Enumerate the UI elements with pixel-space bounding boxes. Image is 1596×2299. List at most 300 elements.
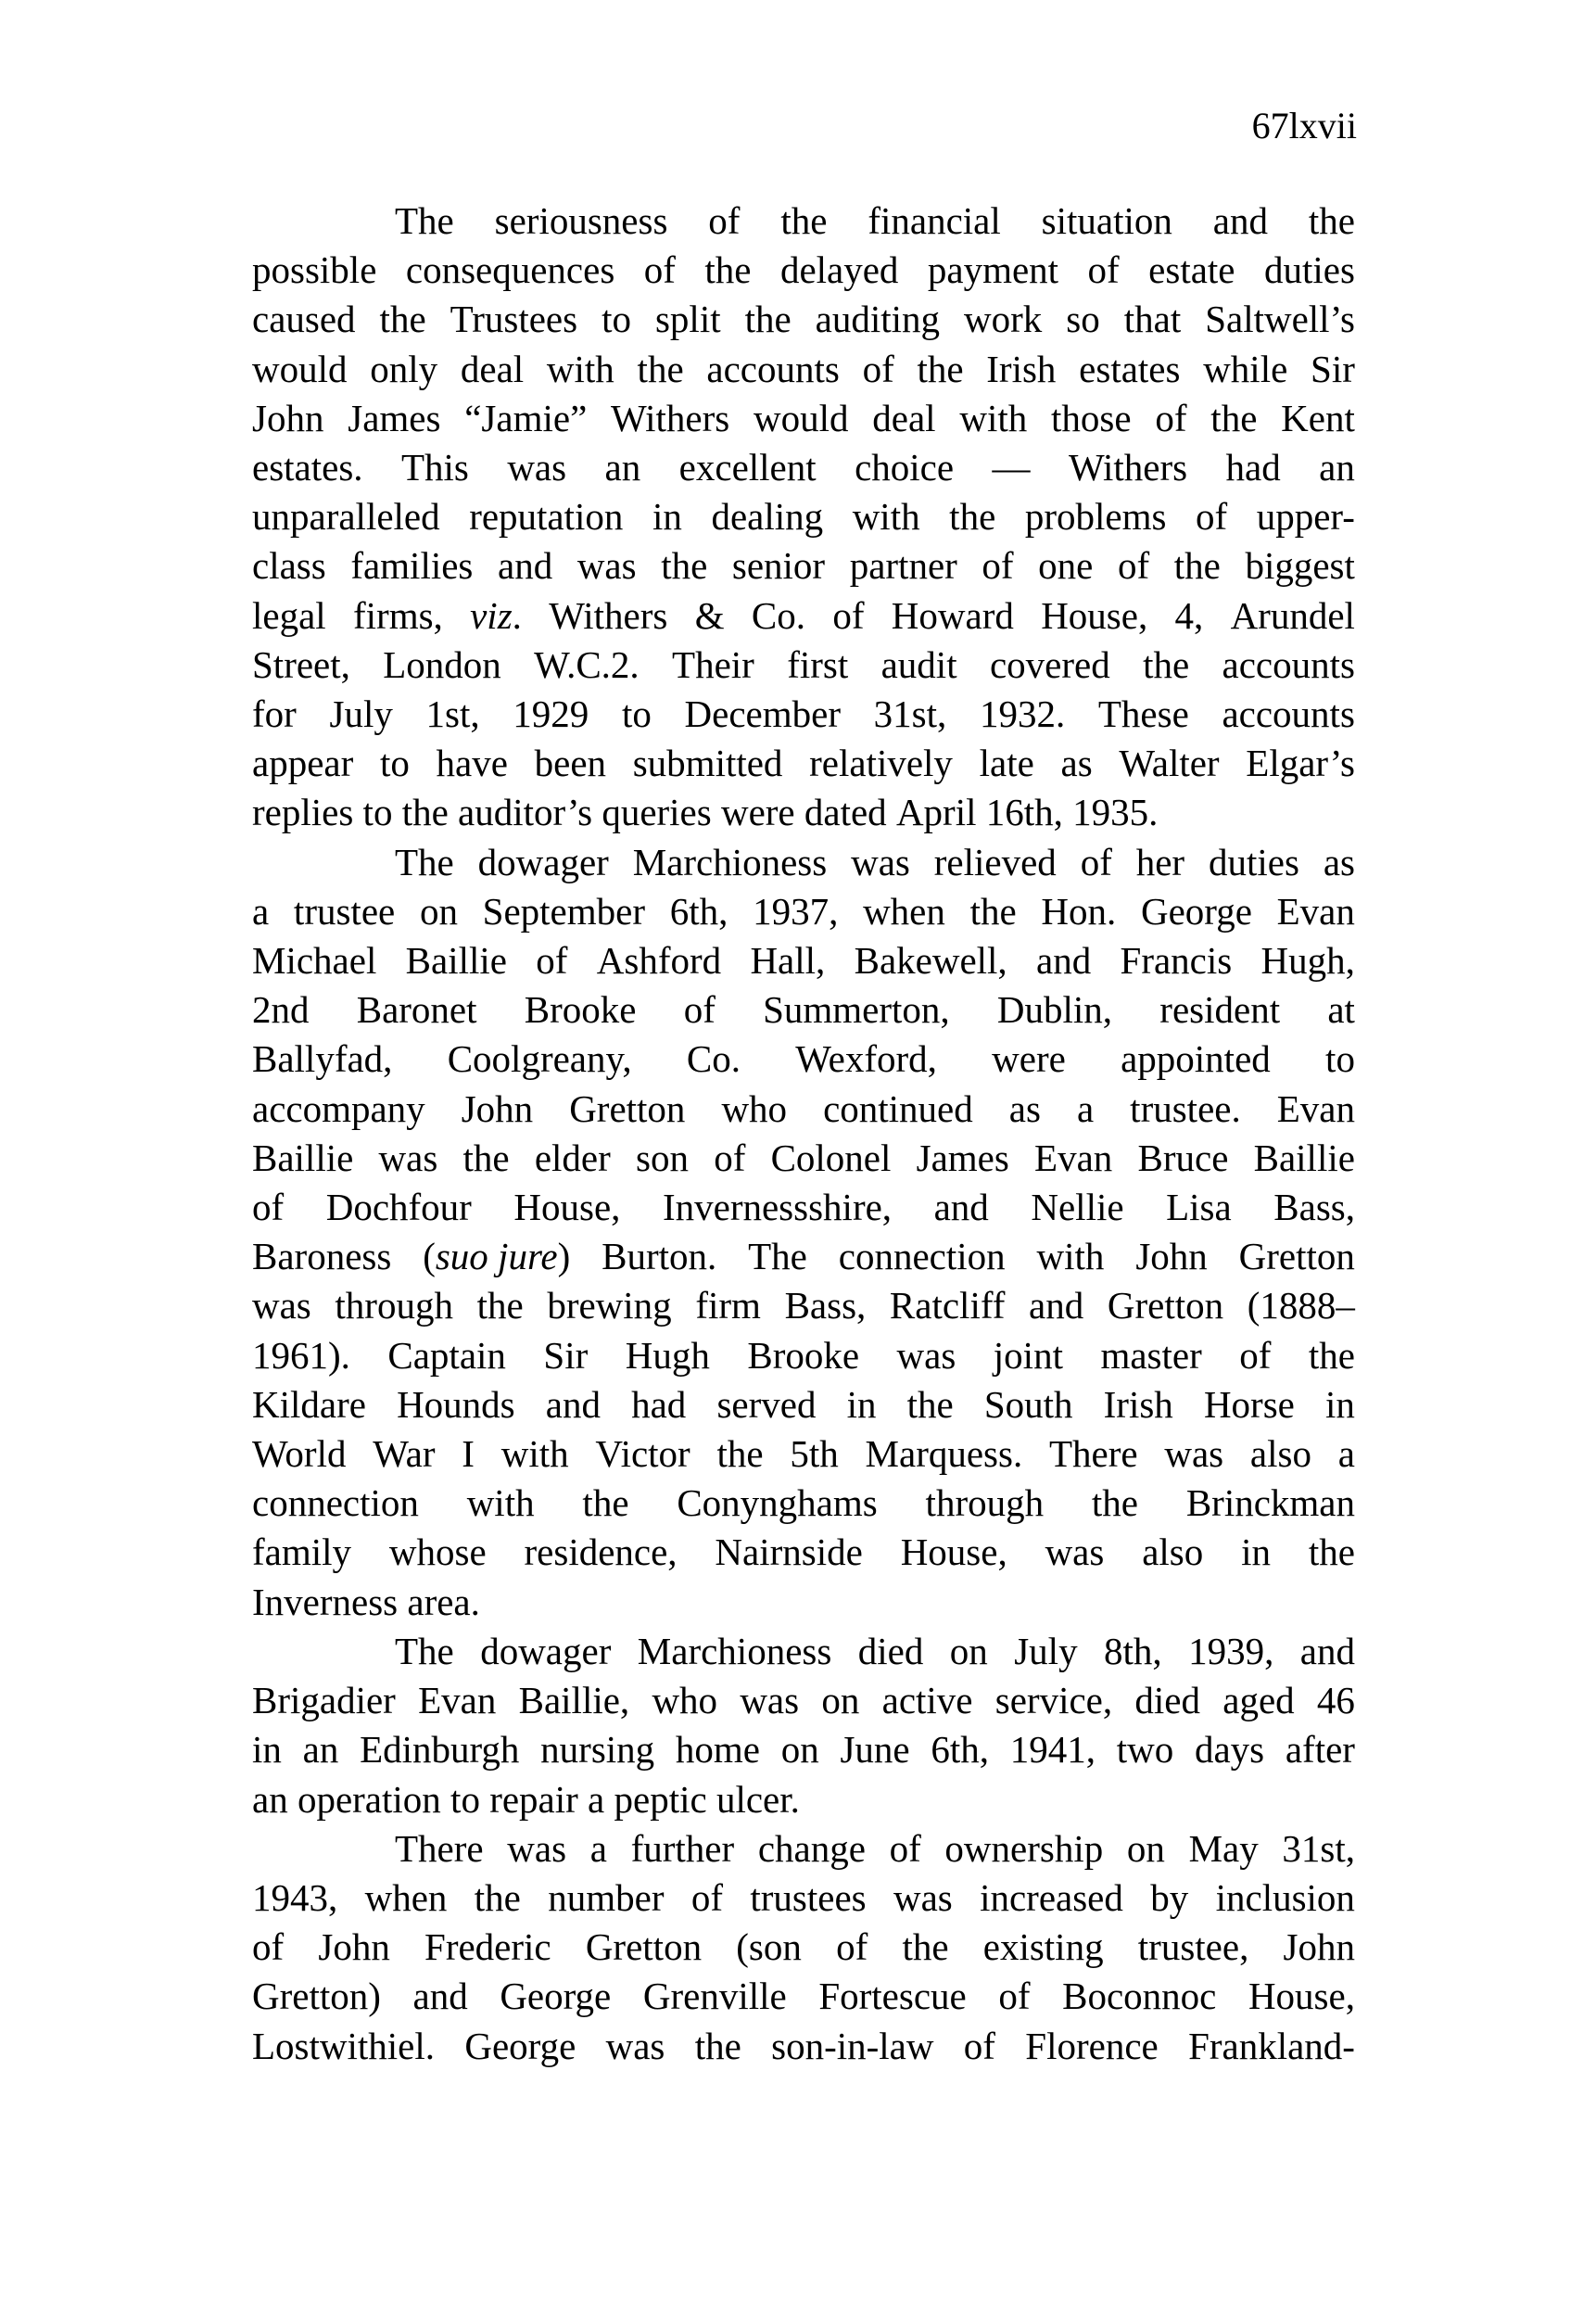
word: 16th, [985, 791, 1063, 834]
word: 2nd [252, 988, 310, 1032]
word: Dochfour [325, 1186, 472, 1229]
word: seriousness [494, 199, 668, 242]
word: the [744, 298, 792, 341]
word: Walter [1119, 742, 1220, 785]
word: Hall, [750, 939, 826, 983]
word: was [740, 1679, 800, 1722]
word: died [1134, 1679, 1200, 1722]
word: These [1097, 692, 1189, 736]
word: & [694, 593, 725, 637]
word: the [462, 1136, 510, 1179]
text-line [252, 1134, 1355, 1183]
word: deal [872, 396, 936, 439]
word: Frederic [424, 1925, 551, 1969]
word: of [1087, 248, 1120, 292]
text-line [252, 641, 1355, 690]
word: was [252, 1284, 311, 1327]
word: 1929 [513, 692, 589, 736]
word: Brooke [747, 1333, 860, 1377]
word: and [1299, 1629, 1355, 1672]
word: Marquess. [865, 1432, 1023, 1476]
text-line [252, 739, 1355, 788]
word: Sir [543, 1333, 589, 1377]
text-line [252, 1972, 1355, 2021]
paragraph [252, 1824, 1355, 2071]
word: Inverness [252, 1580, 399, 1623]
word: of [832, 593, 865, 637]
word: of [1195, 495, 1228, 539]
word: 1st, [425, 692, 480, 736]
word: submitted [632, 742, 783, 785]
word: late [979, 742, 1034, 785]
word: and [933, 1186, 989, 1229]
word: the [582, 1481, 629, 1525]
word: Ratcliff [889, 1284, 1006, 1327]
word: trustee [293, 889, 396, 933]
word: Nairnside [715, 1531, 863, 1574]
punctuation: ) [557, 1235, 571, 1278]
word: Brooke [524, 988, 637, 1032]
word: would [753, 396, 849, 439]
text-line [252, 541, 1355, 591]
word: Conynghams [677, 1481, 878, 1525]
text-line [252, 887, 1355, 936]
word: The [395, 1629, 454, 1672]
word: Arundel [1230, 593, 1355, 637]
word: the [474, 1875, 521, 1919]
word: Kildare [252, 1382, 366, 1426]
word: one [1038, 544, 1094, 588]
word: Lostwithiel. [252, 2024, 436, 2067]
text-line [252, 1380, 1355, 1429]
word: elder [534, 1136, 611, 1179]
word: aged [1222, 1679, 1295, 1722]
word: “Jamie” [464, 396, 588, 439]
word: Co. [751, 593, 806, 637]
word: to [1325, 1037, 1355, 1081]
word: September [482, 889, 645, 933]
word: House, [900, 1531, 1007, 1574]
word: War [373, 1432, 436, 1476]
word: 4, [1174, 593, 1204, 637]
text-line [252, 936, 1355, 985]
word: those [1051, 396, 1132, 439]
word: was [605, 2024, 665, 2067]
word: auditing [815, 298, 941, 341]
word: John [1283, 1925, 1355, 1969]
word: Withers [611, 396, 730, 439]
word: an [302, 1728, 339, 1772]
word: when [863, 889, 945, 933]
word: to [379, 742, 410, 785]
word: Withers [1068, 446, 1188, 489]
word: of [862, 347, 894, 390]
word: Brigadier [252, 1679, 396, 1722]
word: through [925, 1481, 1045, 1525]
word: of [1080, 840, 1112, 883]
word: of [1155, 396, 1187, 439]
word: of [836, 1925, 868, 1969]
word: operation [297, 1777, 441, 1821]
word: active [881, 1679, 973, 1722]
italic-phrase: suo jure [435, 1235, 558, 1278]
word: House, [513, 1186, 621, 1229]
text-line [252, 1578, 1355, 1627]
word: duties [1208, 840, 1299, 883]
word: 1941, [1009, 1728, 1096, 1772]
word: 46 [1316, 1679, 1355, 1722]
word: on [1126, 1826, 1165, 1870]
word: in [252, 1728, 282, 1772]
word: Elgar’s [1246, 742, 1355, 785]
word: firm [695, 1284, 761, 1327]
word: son-in-law [771, 2024, 934, 2067]
word: Gretton) [252, 1975, 381, 2018]
word: and [1212, 199, 1268, 242]
word: The [748, 1235, 807, 1278]
word: with [466, 1481, 535, 1525]
word: April [895, 791, 977, 834]
word: of [252, 1925, 285, 1969]
word: dated [804, 791, 887, 834]
word: Ashford [596, 939, 722, 983]
word: a [1076, 1086, 1095, 1130]
word: Bakewell, [854, 939, 1007, 983]
word: connection [252, 1481, 419, 1525]
word: Victor [595, 1432, 690, 1476]
word: Saltwell’s [1205, 298, 1355, 341]
word: 1932. [979, 692, 1066, 736]
word: House, [1248, 1975, 1355, 2018]
word: to [621, 692, 652, 736]
word: Coolgreany, [447, 1037, 632, 1081]
word: with [852, 495, 920, 539]
word: and [412, 1975, 468, 2018]
word: partner [849, 544, 957, 588]
word: increased [980, 1875, 1123, 1919]
text-line [252, 197, 1355, 246]
word: Bass, [1273, 1186, 1355, 1229]
word: connection [838, 1235, 1006, 1278]
word: first [787, 642, 849, 686]
word: deal [460, 347, 525, 390]
word: dowager [477, 840, 609, 883]
italic-word: viz [470, 593, 513, 637]
word: of [982, 544, 1014, 588]
word: Kent [1281, 396, 1355, 439]
word: on [949, 1629, 988, 1672]
word: George [464, 2024, 576, 2067]
word: died [857, 1629, 924, 1672]
word: Gretton [1107, 1284, 1224, 1327]
text-line [252, 1281, 1355, 1330]
word: 1939, [1188, 1629, 1274, 1672]
word: the [906, 1382, 954, 1426]
text-line [252, 295, 1355, 344]
word: with [500, 1432, 569, 1476]
word: Fortescue [818, 1975, 967, 2018]
word: was [576, 544, 637, 588]
word: — [992, 446, 1031, 489]
word: days [1194, 1728, 1265, 1772]
word: on [419, 889, 458, 933]
word: of [714, 1136, 746, 1179]
word: July [1014, 1629, 1078, 1672]
word: further [630, 1826, 735, 1870]
word: also [1142, 1531, 1204, 1574]
word: Burton. [602, 1235, 717, 1278]
word: 1935. [1072, 791, 1159, 834]
word: the [1308, 1531, 1355, 1574]
text-line [252, 1676, 1355, 1725]
word: was [896, 1333, 956, 1377]
word: appointed [1121, 1037, 1271, 1081]
word: had [631, 1382, 687, 1426]
word: of [889, 1826, 921, 1870]
word: problems [1024, 495, 1167, 539]
word: Bruce [1137, 1136, 1229, 1179]
word: Baroness [252, 1235, 392, 1278]
word: (son [736, 1925, 802, 1969]
text-line [252, 1775, 1355, 1824]
word: whose [388, 1531, 487, 1574]
word: in [1324, 1382, 1355, 1426]
word: Baillie [1253, 1136, 1355, 1179]
word: home [675, 1728, 760, 1772]
word: accounts [1222, 642, 1355, 686]
word: estates [1079, 347, 1181, 390]
word: Withers [549, 593, 668, 637]
word: with [959, 396, 1028, 439]
word: the [949, 495, 996, 539]
word: John [1135, 1235, 1208, 1278]
text-line [252, 1232, 1355, 1281]
word: as [1323, 840, 1355, 883]
word: a [589, 1826, 607, 1870]
word: and [498, 544, 553, 588]
word: Summerton, [763, 988, 950, 1032]
word: Irish [1103, 1382, 1173, 1426]
word: also [1249, 1432, 1311, 1476]
text-line [252, 1627, 1355, 1676]
text-line [252, 1725, 1355, 1774]
word: to [362, 791, 393, 834]
word: Ballyfad, [252, 1037, 393, 1081]
word: Marchioness [632, 840, 828, 883]
word: the [1091, 1481, 1138, 1525]
punctuation: ( [423, 1235, 436, 1278]
word: Gretton [569, 1086, 686, 1130]
text-line [252, 1873, 1355, 1923]
word: consequences [405, 248, 615, 292]
word: residence, [524, 1531, 678, 1574]
word: in [652, 495, 682, 539]
word: the [1173, 544, 1221, 588]
word: Evan [418, 1679, 497, 1722]
word: as [1008, 1086, 1041, 1130]
word: Francis [1120, 939, 1233, 983]
word: 31st, [873, 692, 947, 736]
paragraph [252, 1627, 1355, 1824]
word: repair [489, 1777, 578, 1821]
word: Gretton [585, 1925, 703, 1969]
word: Evan [1034, 1136, 1113, 1179]
word: a [588, 1777, 605, 1821]
word: Colonel [770, 1136, 892, 1179]
word: World [252, 1432, 347, 1476]
word: biggest [1245, 544, 1355, 588]
word: accompany [252, 1086, 425, 1130]
word: Marchioness [637, 1629, 832, 1672]
word: was [378, 1136, 438, 1179]
word: trustee, [1137, 1925, 1249, 1969]
word: trustee. [1130, 1086, 1241, 1130]
word: were [992, 1037, 1066, 1081]
text-line [252, 2022, 1355, 2071]
word: work [964, 298, 1043, 341]
word: and [1036, 939, 1092, 983]
word: of [252, 1186, 285, 1229]
word: had [1225, 446, 1281, 489]
word: was [507, 1826, 567, 1870]
word: queries [602, 791, 712, 834]
word: 5th [790, 1432, 839, 1476]
text-line [252, 985, 1355, 1035]
word: James [916, 1136, 1009, 1179]
word: Baillie [252, 1136, 354, 1179]
word: on [821, 1679, 860, 1722]
word: I [462, 1432, 475, 1476]
word: Howard [891, 593, 1014, 637]
word: 6th, [931, 1728, 990, 1772]
text-line [252, 591, 1355, 641]
word: excellent [678, 446, 817, 489]
word: Evan [1276, 1086, 1355, 1130]
word: estate [1148, 248, 1235, 292]
text-line [252, 394, 1355, 443]
word: payment [927, 248, 1059, 292]
word: an [252, 1777, 288, 1821]
word: joint [993, 1333, 1063, 1377]
word: upper- [1256, 495, 1355, 539]
word: was [1164, 1432, 1224, 1476]
word: by [1150, 1875, 1189, 1919]
word: relatively [809, 742, 953, 785]
word: brewing [547, 1284, 672, 1327]
word: delayed [779, 248, 899, 292]
word: Horse [1203, 1382, 1295, 1426]
word: an [1319, 446, 1355, 489]
word: an [604, 446, 641, 489]
word: accounts [1222, 692, 1355, 736]
word: ownership [944, 1826, 1104, 1870]
word: split [654, 298, 721, 341]
word: of [536, 939, 568, 983]
punctuation: . [512, 593, 522, 637]
word: Captain [387, 1333, 506, 1377]
text-line [252, 345, 1355, 394]
word: June [840, 1728, 910, 1772]
word: senior [731, 544, 826, 588]
word: Brinckman [1185, 1481, 1355, 1525]
word: was [851, 840, 910, 883]
word: Edinburgh [360, 1728, 520, 1772]
word: on [780, 1728, 819, 1772]
word: Boconnoc [1062, 1975, 1217, 2018]
word: firms, [353, 593, 443, 637]
word: that [1123, 298, 1182, 341]
word: Bass, [784, 1284, 867, 1327]
word: served [716, 1382, 817, 1426]
text-line [252, 1429, 1355, 1479]
word: of [683, 988, 716, 1032]
word: Irish [986, 347, 1057, 390]
word: 1943, [252, 1875, 338, 1919]
word: Nellie [1031, 1186, 1124, 1229]
word: existing [982, 1925, 1104, 1969]
word: of [963, 2024, 995, 2067]
word: the [902, 1925, 949, 1969]
word: the [476, 1284, 524, 1327]
word: relieved [933, 840, 1057, 883]
word: with [1036, 1235, 1105, 1278]
text-line [252, 1035, 1355, 1084]
word: audit [880, 642, 957, 686]
word: appear [252, 742, 354, 785]
word: Co. [686, 1037, 741, 1081]
word: Wexford, [795, 1037, 937, 1081]
word: families [350, 544, 474, 588]
word: change [757, 1826, 866, 1870]
word: Grenville [642, 1975, 787, 2018]
word: W.C.2. [534, 642, 640, 686]
word: South [983, 1382, 1073, 1426]
word: the [1308, 1333, 1355, 1377]
word: to [450, 1777, 480, 1821]
word: 8th, [1104, 1629, 1162, 1672]
word: the [661, 544, 708, 588]
word: and [1029, 1284, 1084, 1327]
word: who [721, 1086, 788, 1130]
word: the [401, 791, 449, 834]
word: Michael [252, 939, 377, 983]
text-line [252, 1183, 1355, 1232]
text-line [252, 788, 1355, 837]
word: inclusion [1215, 1875, 1355, 1919]
text-line [252, 1085, 1355, 1134]
word: of [690, 1875, 723, 1919]
word: accounts [706, 347, 840, 390]
word: situation [1041, 199, 1172, 242]
word: replies [252, 791, 354, 834]
word: area. [407, 1580, 480, 1623]
word: Baronet [356, 988, 477, 1032]
word: Hugh [625, 1333, 710, 1377]
word: son [636, 1136, 689, 1179]
word: the [1308, 199, 1355, 242]
word: House, [1041, 593, 1148, 637]
word: 1961). [252, 1333, 350, 1377]
paragraph [252, 838, 1355, 1627]
word: Hounds [397, 1382, 515, 1426]
word: Baillie, [518, 1679, 630, 1722]
word: duties [1263, 248, 1355, 292]
word: Dublin, [996, 988, 1113, 1032]
text-line [252, 838, 1355, 887]
word: covered [989, 642, 1110, 686]
word: Baillie [405, 939, 507, 983]
word: The [395, 199, 454, 242]
